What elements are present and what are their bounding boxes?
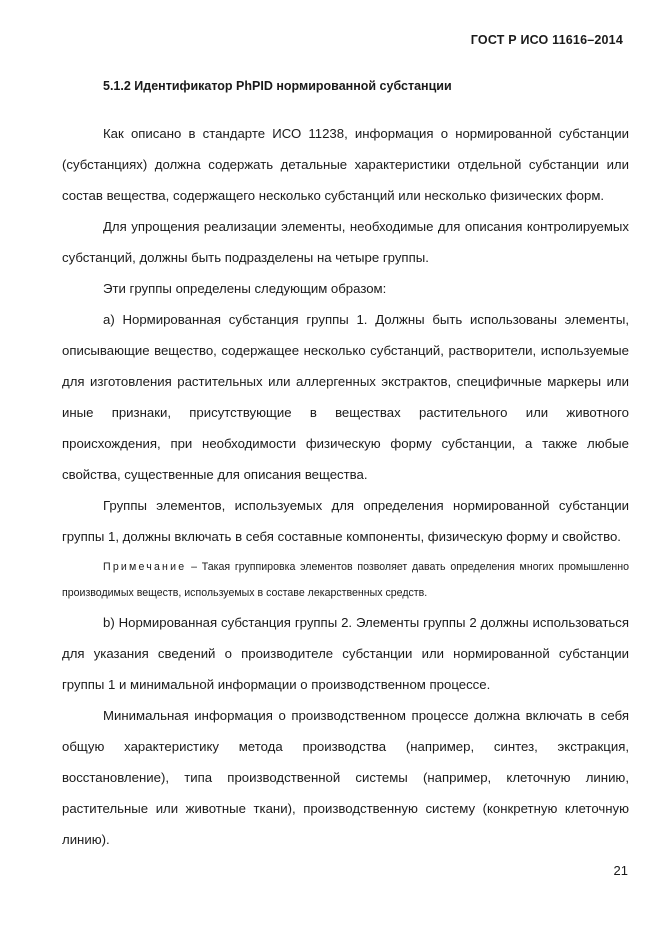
page-number: 21 (613, 863, 628, 878)
paragraph: Как описано в стандарте ИСО 11238, информация о нормированной субстанции (субстанциях) должна содержать детальные характеристики отдельной субстанции или состав вещества, содержащего несколько субстанций или несколько физических форм. (62, 126, 629, 203)
paragraph: Группы элементов, используемых для определения нормированной субстанции группы 1, должны включать в себя составные компоненты, физическую форму и свойство. (62, 498, 629, 544)
paragraph: Для упрощения реализации элементы, необходимые для описания контролируемых субстанций, должны быть подразделены на четыре группы. (62, 219, 629, 265)
note-text: – Такая группировка элементов позволяет давать определения многих промышленно производимых веществ, используемых в составе лекарственных средств. (62, 561, 629, 599)
note-label: Примечание (103, 561, 187, 573)
document-code-header: ГОСТ Р ИСО 11616–2014 (470, 33, 623, 47)
note-paragraph (62, 552, 629, 606)
paragraph: b) Нормированная субстанция группы 2. Элементы группы 2 должны использоваться для указания сведений о производителе субстанции или нормированной субстанции группы 1 и минимальной информации о производственном процессе. (62, 615, 629, 692)
body-text (62, 118, 629, 855)
section-heading: 5.1.2 Идентификатор PhPID нормированной субстанции (103, 79, 452, 93)
paragraph: а) Нормированная субстанция группы 1. Должны быть использованы элементы, описывающие вещество, содержащее несколько субстанций, растворители, используемые для изготовления растительных или аллергенных экстрактов, специфичные маркеры или иные признаки, присутствующие в веществах растительного или животного происхождения, при необходимости физическую форму субстанции, а также любые свойства, существенные для описания вещества. (62, 312, 629, 482)
paragraph: Минимальная информация о производственном процессе должна включать в себя общую характеристику метода производства (например, синтез, экстракция, восстановление), типа производственной системы (например, клеточную линию, растительные или животные ткани), производственную систему (конкретную клеточную линию). (62, 708, 629, 847)
paragraph: Эти группы определены следующим образом: (103, 281, 387, 296)
